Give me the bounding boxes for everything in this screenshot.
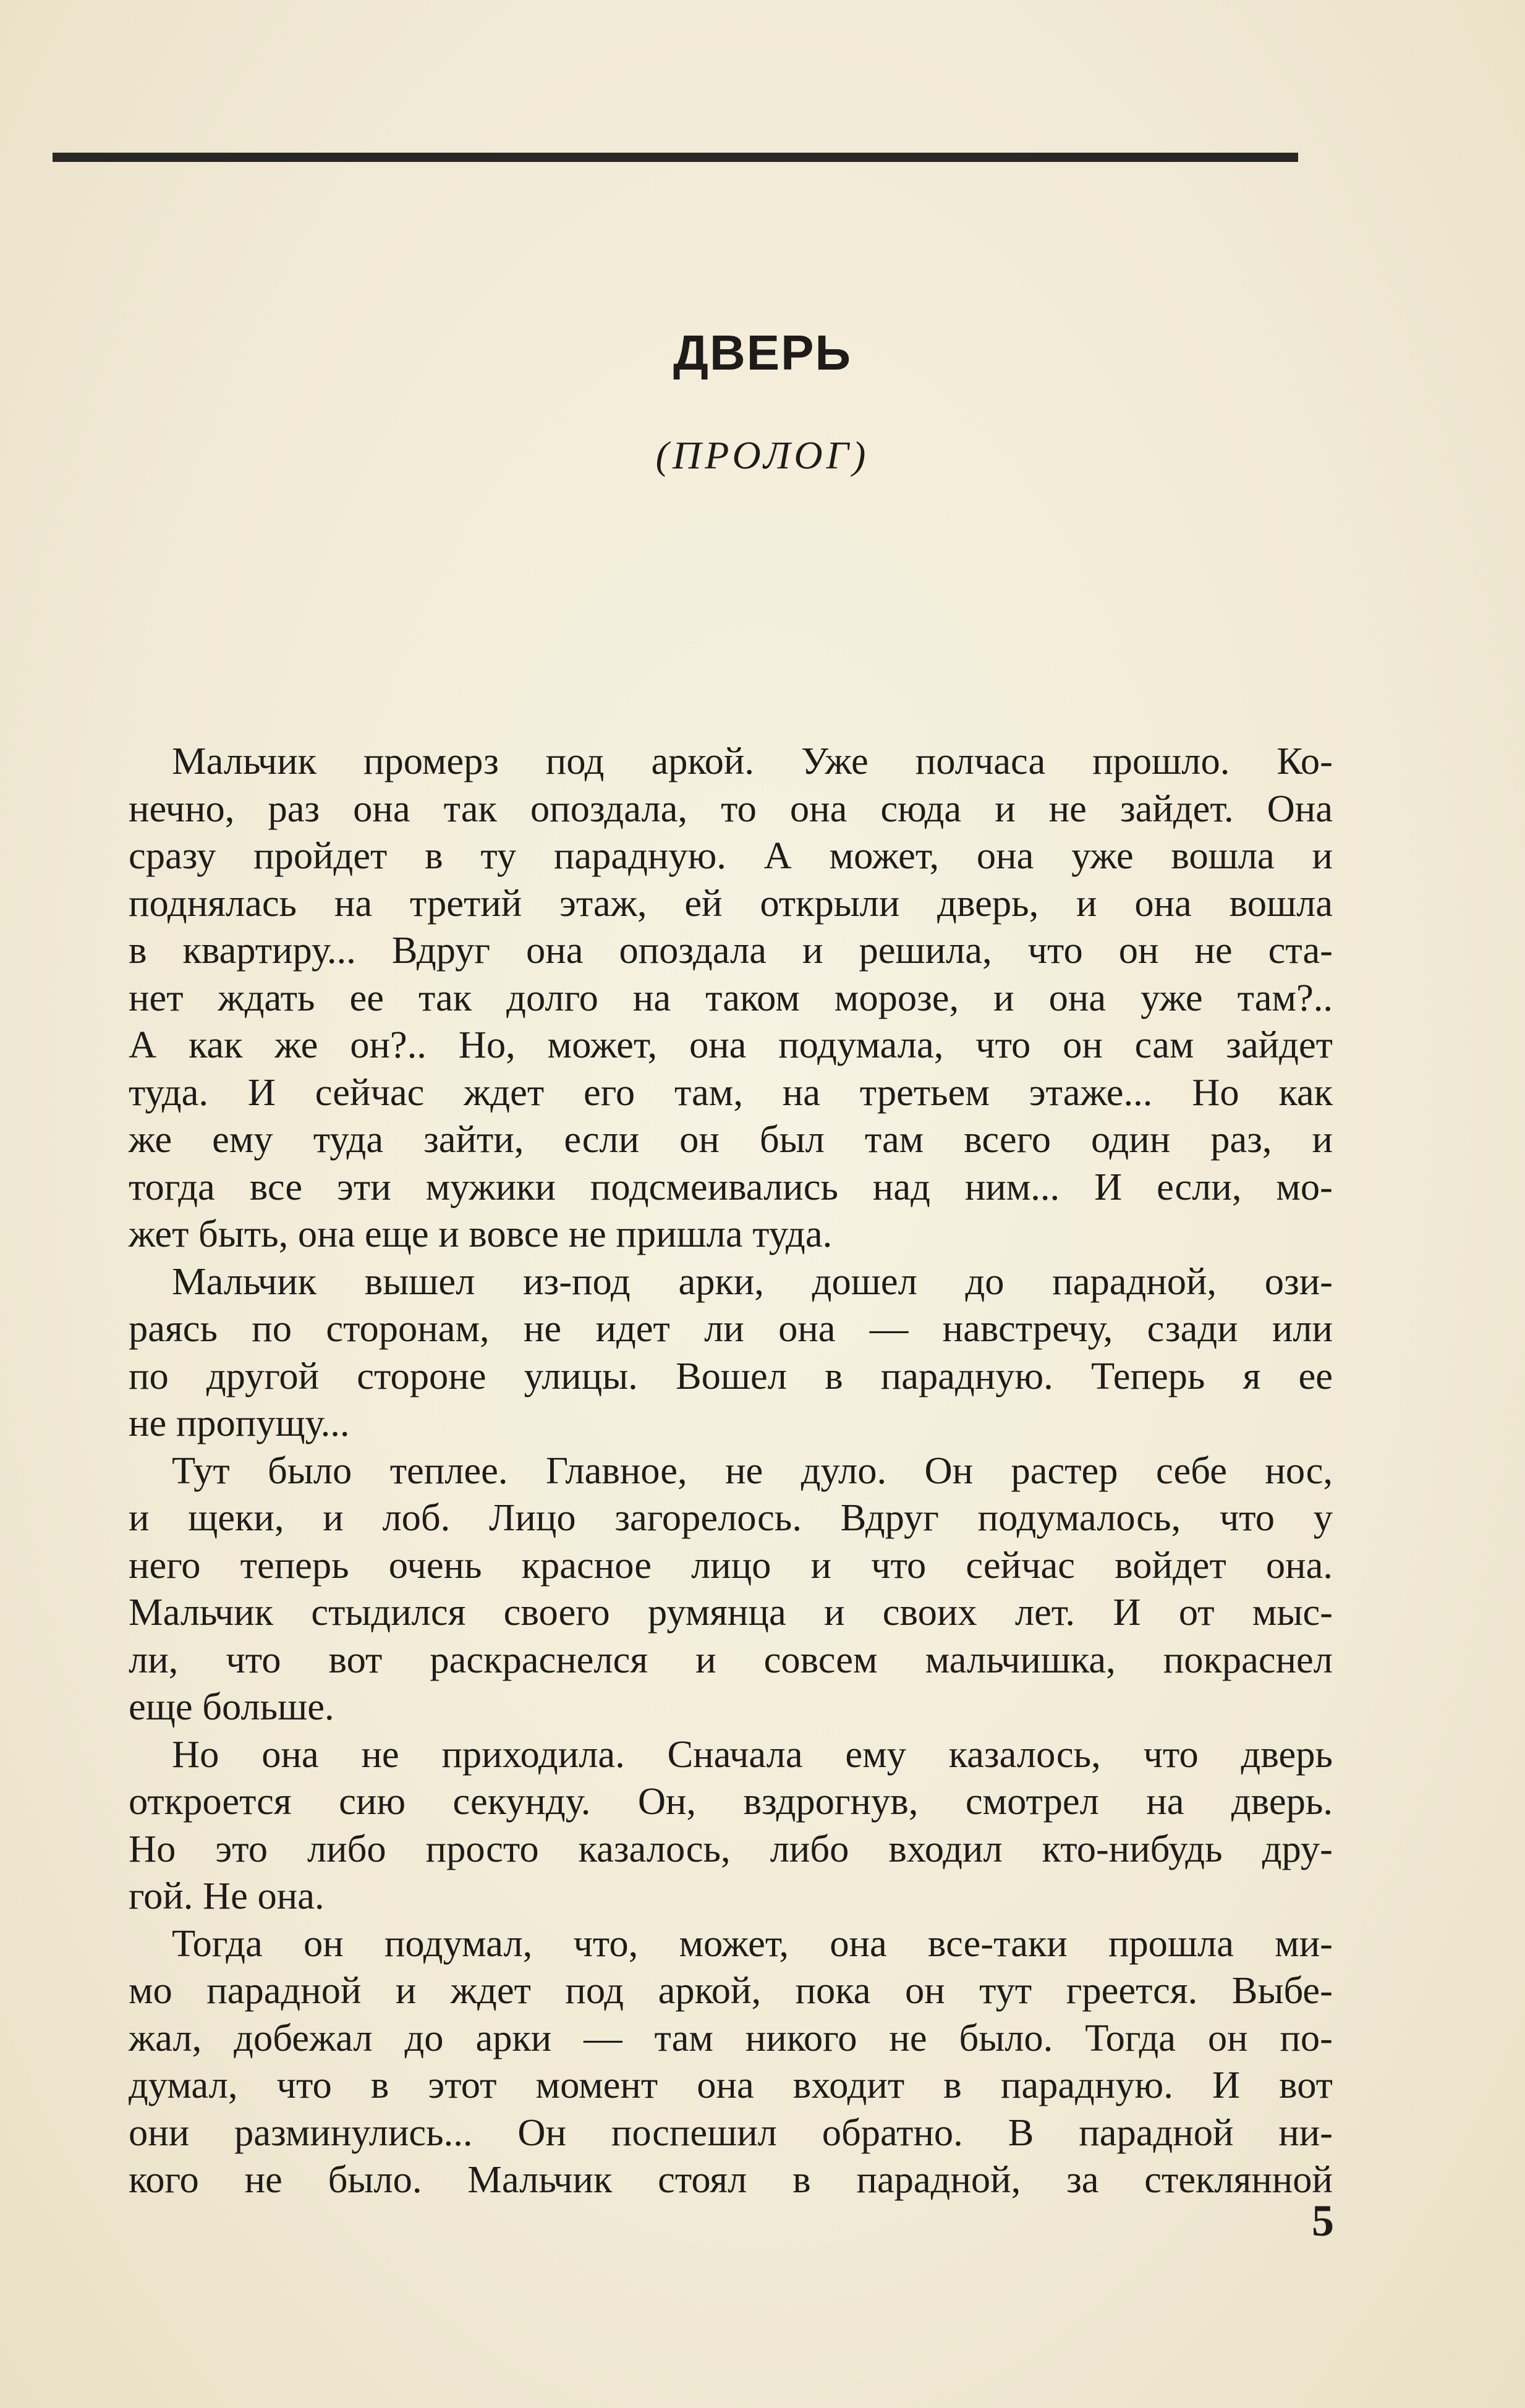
text-line: сразу пройдет в ту парадную. А может, она уже вошла и xyxy=(129,834,1333,877)
text-line: еще больше. xyxy=(129,1685,334,1728)
chapter-title: ДВЕРЬ xyxy=(673,325,852,380)
text-line: Мальчик вышел из-под арки, дошел до парадной, ози- xyxy=(172,1259,1333,1303)
page-number: 5 xyxy=(1312,2196,1334,2245)
text-line: тогда все эти мужики подсмеивались над ним... И если, мо- xyxy=(129,1164,1333,1208)
text-line: нечно, раз она так опоздала, то она сюда и не зайдет. Она xyxy=(129,786,1333,830)
top-rule xyxy=(53,153,1298,162)
text-line: не пропущу... xyxy=(129,1401,350,1444)
text-line: него теперь очень красное лицо и что сейчас войдет она. xyxy=(129,1543,1333,1587)
text-line: они разминулись... Он поспешил обратно. В парадной ни- xyxy=(129,2110,1333,2154)
text-line: по другой стороне улицы. Вошел в парадную. Теперь я ее xyxy=(129,1354,1333,1397)
text-line: поднялась на третий этаж, ей открыли дверь, и она вошла xyxy=(129,881,1333,925)
text-line: туда. И сейчас ждет его там, на третьем этаже... Но как xyxy=(129,1070,1333,1114)
chapter-subtitle: (ПРОЛОГ) xyxy=(655,433,870,477)
text-line: откроется сию секунду. Он, вздрогнув, смотрел на дверь. xyxy=(129,1779,1333,1823)
body-text xyxy=(129,737,1333,2203)
text-line: же ему туда зайти, если он был там всего один раз, и xyxy=(129,1117,1333,1161)
text-line: Мальчик стыдился своего румянца и своих лет. И от мыс- xyxy=(129,1590,1333,1634)
text-line: А как же он?.. Но, может, она подумала, что он сам зайдет xyxy=(129,1023,1333,1066)
text-line: в квартиру... Вдруг она опоздала и решила, что он не ста- xyxy=(129,928,1333,972)
text-line: и щеки, и лоб. Лицо загорелось. Вдруг подумалось, что у xyxy=(129,1496,1333,1539)
text-line: нет ждать ее так долго на таком морозе, и она уже там?.. xyxy=(129,975,1333,1019)
text-line: ли, что вот раскраснелся и совсем мальчишка, покраснел xyxy=(129,1637,1333,1681)
text-line: Но это либо просто казалось, либо входил кто-нибудь дру- xyxy=(129,1826,1333,1870)
text-line: жет быть, она еще и вовсе не пришла туда. xyxy=(129,1212,833,1255)
text-line: Тогда он подумал, что, может, она все-таки прошла ми- xyxy=(172,1921,1333,1965)
text-line: кого не было. Мальчик стоял в парадной, за стеклянной xyxy=(129,2158,1333,2201)
text-line: Но она не приходила. Сначала ему казалось, что дверь xyxy=(172,1732,1333,1776)
text-line: Мальчик промерз под аркой. Уже полчаса прошло. Ко- xyxy=(172,739,1333,782)
text-line: думал, что в этот момент она входит в парадную. И вот xyxy=(129,2063,1333,2106)
text-line: мо парадной и ждет под аркой, пока он тут греется. Выбе- xyxy=(129,1969,1333,2012)
text-line: раясь по сторонам, не идет ли она — навстречу, сзади или xyxy=(129,1307,1333,1350)
text-line: жал, добежал до арки — там никого не было. Тогда он по- xyxy=(129,2016,1333,2059)
text-line: Тут было теплее. Главное, не дуло. Он растер себе нос, xyxy=(172,1448,1333,1492)
text-line: гой. Не она. xyxy=(129,1874,325,1917)
